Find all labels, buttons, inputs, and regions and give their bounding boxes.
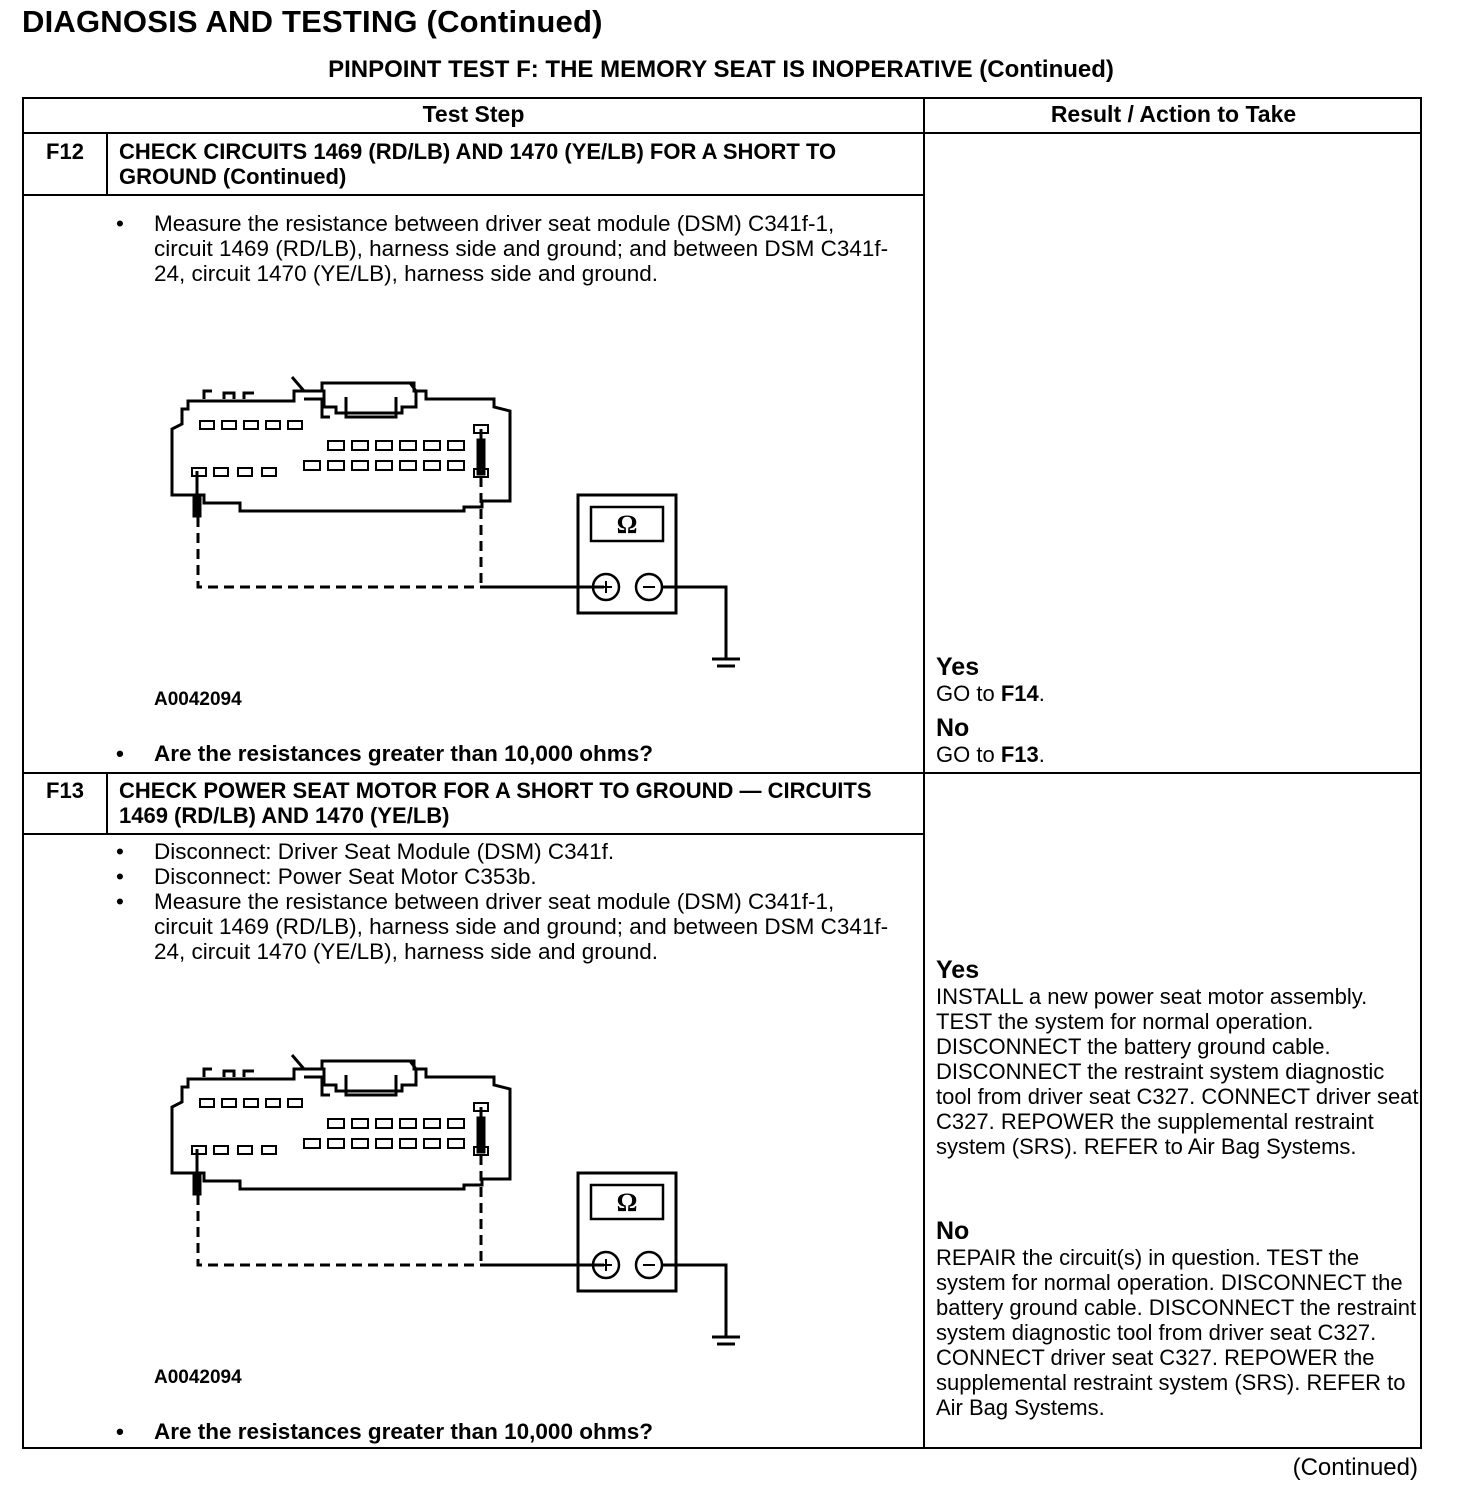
step-title-divider	[24, 194, 923, 196]
continued-footer: (Continued)	[1292, 1454, 1418, 1481]
connector-ohmmeter-diagram	[164, 369, 744, 669]
ohm-symbol: Ω	[616, 510, 638, 539]
result-no-action-f13: REPAIR the circuit(s) in question. TEST the system for normal operation. DISCONNECT the battery ground cable. DISCONNECT the restraint system diagnostic tool from driver seat C327. CONNECT driver seat C327. REPOWER the supplemental restraint system (SRS). REFER to Air Bag Systems.	[936, 1245, 1417, 1420]
result-no-action-f12: GO to F13.	[936, 742, 1045, 767]
header-result: Result / Action to Take	[1050, 101, 1297, 127]
step-question-f12	[116, 741, 896, 766]
header-divider	[24, 132, 1422, 134]
header-test-step: Test Step	[422, 101, 525, 127]
step-question-f13	[116, 1419, 896, 1444]
instruction-item: • Measure the resistance between driver seat module (DSM) C341f-1, circuit 1469 (RD/LB), harness side and ground; and between DSM C341f-24, circuit 1470 (YE/LB), harness side and ground.	[116, 889, 896, 964]
question-item: • Are the resistances greater than 10,000 ohms?	[116, 741, 896, 766]
result-yes-action-f13: INSTALL a new power seat motor assembly. TEST the system for normal operation. DISCONNECT the battery ground cable. DISCONNECT the restraint system diagnostic tool from driver seat C327. CONNECT driver seat C327. REPOWER the supplemental restraint system (SRS). REFER to Air Bag Systems.	[936, 984, 1419, 1159]
step-id-divider	[106, 774, 108, 834]
connector-ohmmeter-diagram	[164, 1047, 744, 1347]
pinpoint-test-table	[22, 97, 1422, 1449]
instruction-item: • Disconnect: Power Seat Motor C353b.	[116, 864, 896, 889]
row-divider	[24, 772, 1422, 774]
step-title-f13: CHECK POWER SEAT MOTOR FOR A SHORT TO GROUND — CIRCUITS 1469 (RD/LB) AND 1470 (YE/LB)	[119, 778, 872, 828]
figure-id-f12: A0042094	[154, 689, 242, 710]
figure-id-f13: A0042094	[154, 1367, 242, 1388]
step-instructions-f12	[116, 211, 896, 286]
pinpoint-test-title: PINPOINT TEST F: THE MEMORY SEAT IS INOPERATIVE (Continued)	[328, 56, 1114, 83]
go-to-text: GO to	[936, 742, 995, 767]
result-yes-action-f12: GO to F14.	[936, 681, 1045, 706]
step-id-f13: F13	[46, 778, 84, 803]
step-title-f12: CHECK CIRCUITS 1469 (RD/LB) AND 1470 (YE/LB) FOR A SHORT TO GROUND (Continued)	[119, 139, 837, 189]
result-no-label-f13: No	[936, 1217, 970, 1245]
instruction-item: • Measure the resistance between driver seat module (DSM) C341f-1, circuit 1469 (RD/LB), harness side and ground; and between DSM C341f-24, circuit 1470 (YE/LB), harness side and ground.	[116, 211, 896, 286]
question-item: • Are the resistances greater than 10,000 ohms?	[116, 1419, 896, 1444]
step-id-divider	[106, 134, 108, 195]
result-yes-label-f13: Yes	[936, 956, 980, 984]
go-to-text: GO to	[936, 681, 995, 706]
step-title-divider	[24, 833, 923, 835]
page-title: DIAGNOSIS AND TESTING (Continued)	[22, 4, 603, 39]
ohm-symbol: Ω	[616, 1188, 638, 1217]
result-no-label-f12: No	[936, 714, 970, 742]
instruction-item: • Disconnect: Driver Seat Module (DSM) C341f.	[116, 839, 896, 864]
step-instructions-f13	[116, 839, 896, 964]
step-id-f12: F12	[46, 139, 84, 164]
result-yes-label-f12: Yes	[936, 653, 980, 681]
go-to-target: F14	[1000, 681, 1039, 706]
go-to-target: F13	[1000, 742, 1039, 767]
